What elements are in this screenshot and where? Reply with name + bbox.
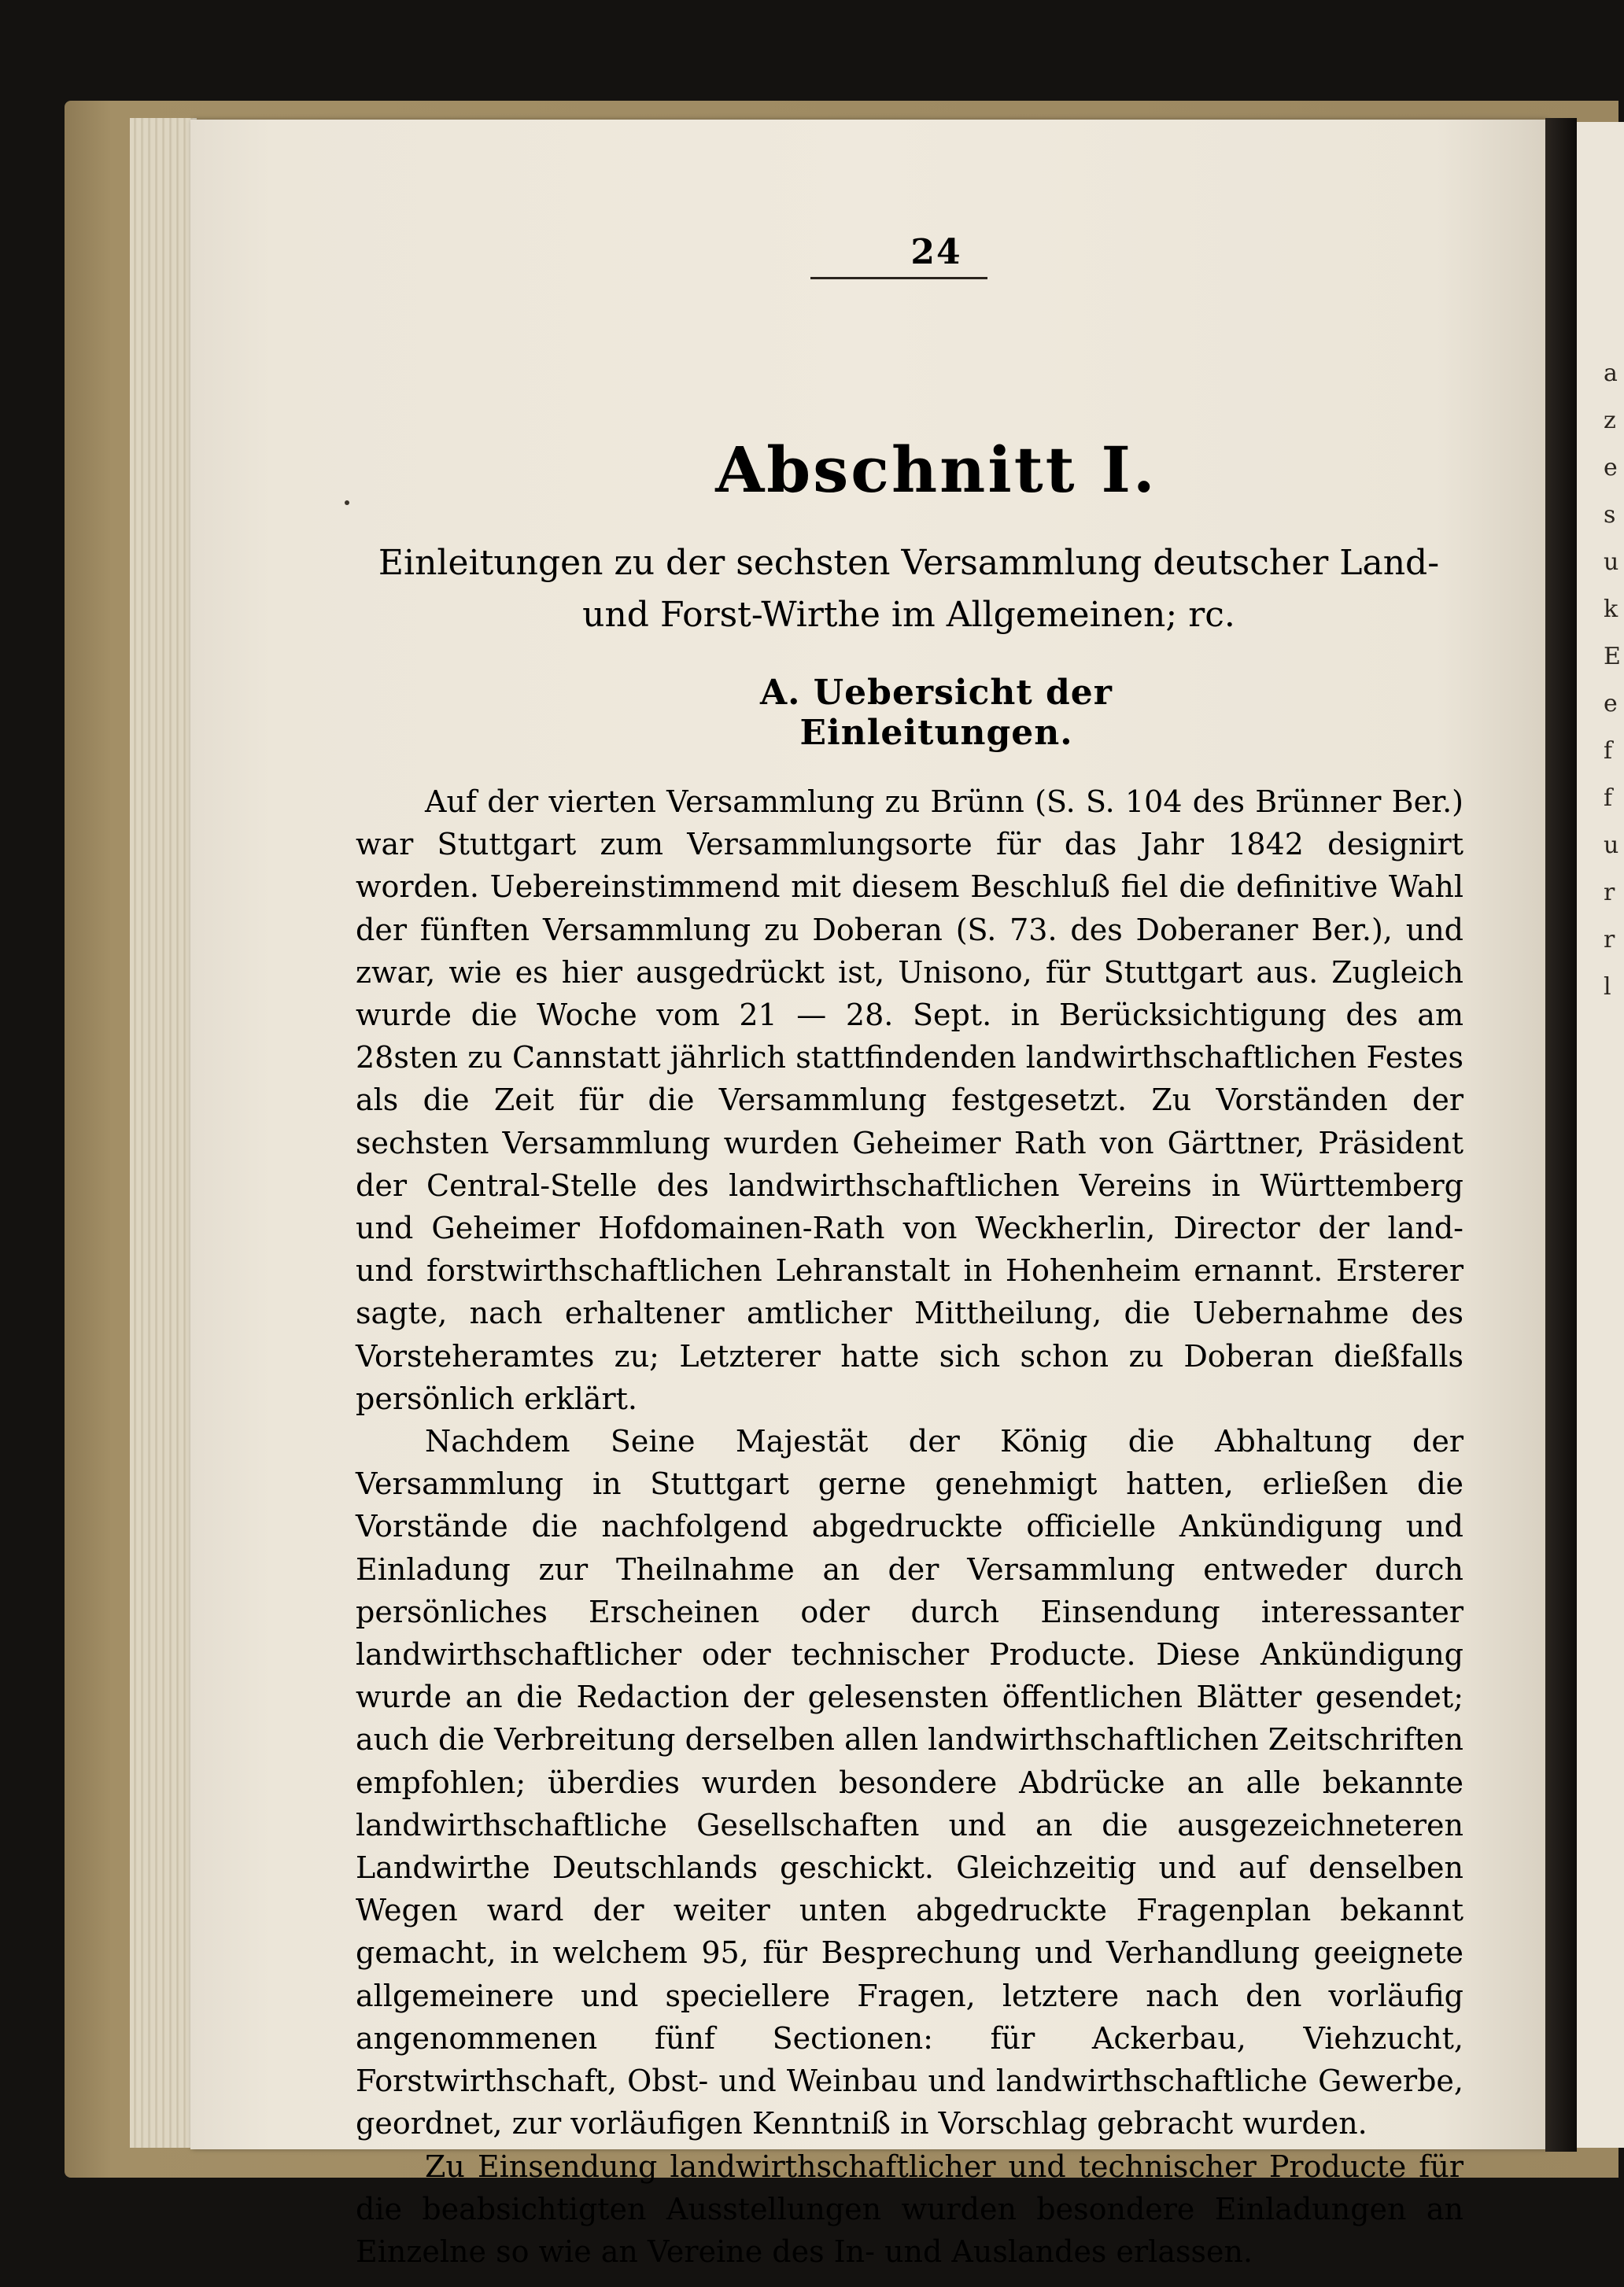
facing-letter: u — [1604, 832, 1619, 859]
facing-letter: z — [1604, 407, 1616, 434]
facing-letter: u — [1604, 548, 1619, 576]
subsection-heading: A. Uebersicht der Einleitungen. — [760, 673, 1113, 753]
facing-page-edge — [1577, 122, 1624, 2148]
facing-letter: e — [1604, 690, 1618, 717]
header-rule — [810, 277, 987, 279]
facing-letter: l — [1604, 973, 1611, 1001]
facing-letter: r — [1604, 926, 1615, 954]
page-edges — [130, 118, 197, 2148]
book-gutter — [1545, 118, 1577, 2152]
paragraph: Auf der vierten Versammlung zu Brünn (S. S. 104 des Brünner Ber.) war Stuttgart zum Versammlungsorte für das Jahr 1842 designirt worden. Uebereinstimmend mit diesem Beschluß fiel die definitive Wahl der fünften Versammlung zu Doberan (S. 73. des Doberaner Ber.), und zwar, wie es hier ausgedrückt ist, Unisono, für Stuttgart aus. Zugleich wurde die Woche vom 21 — 28. Sept. in Berücksichtigung des am 28sten zu Cannstatt jährlich stattfindenden landwirthschaftlichen Festes als die Zeit für die Versammlung festgesetzt. Zu Vorständen der sechsten Versammlung wurden Geheimer Rath von Gärttner, Präsident der Central-Stelle des landwirthschaftlichen Vereins in Württemberg und Geheimer Hofdomainen-Rath von Weckherlin, Director der land- und forstwirthschaftlichen Lehranstalt in Hohenheim ernannt. Ersterer sagte, nach erhaltener amtlicher Mittheilung, die Uebernahme des Vorsteheramtes zu; Letzterer hatte sich schon zu Doberan dießfalls persönlich erklärt. — [356, 784, 1463, 1416]
facing-letter: f — [1604, 737, 1613, 765]
section-subtitle: Einleitungen zu der sechsten Versammlung deutscher Land- und Forst-Wirthe im Allgemeinen; rc. — [378, 543, 1440, 635]
facing-letter: s — [1604, 501, 1616, 529]
body-text — [356, 780, 1463, 2273]
page-number: 24 — [910, 232, 962, 272]
paragraph: Nachdem Seine Majestät der König die Abhaltung der Versammlung in Stuttgart gerne genehmigt hatten, erließen die Vorstände die nachfolgend abgedruckte officielle Ankündigung und Einladung zur Theilnahme an der Versammlung entweder durch persönliches Erscheinen oder durch Einsendung interessanter landwirthschaftlicher oder technischer Producte. Diese Ankündigung wurde an die Redaction der gelesensten öffentlichen Blätter gesendet; auch die Verbreitung derselben allen landwirthschaftlichen Zeitschriften empfohlen; überdies wurden besondere Abdrücke an alle bekannte landwirthschaftliche Gesellschaften und an die ausgezeichneteren Landwirthe Deutschlands geschickt. Gleichzeitig und auf denselben Wegen ward der weiter unten abgedruckte Fragenplan bekannt gemacht, in welchem 95, für Besprechung und Verhandlung geeignete allgemeinere und speciellere Fragen, letztere nach den vorläufig angenommenen fünf Sectionen: für Ackerbau, Viehzucht, Forstwirthschaft, Obst- und Weinbau und landwirthschaftliche Gewerbe, geordnet, zur vorläufigen Kenntniß in Vorschlag gebracht wurden. — [356, 1424, 1463, 2141]
facing-letter: k — [1604, 596, 1618, 623]
facing-letter: a — [1604, 360, 1618, 387]
facing-letter: E — [1604, 643, 1621, 670]
facing-letter: r — [1604, 879, 1615, 906]
paragraph: Zu Einsendung landwirthschaftlicher und technischer Producte für die beabsichtigten Ausstellungen wurden besondere Einladungen an Einzelne so wie an Vereine des In- und Auslandes erlassen. — [356, 2149, 1463, 2269]
facing-letter: e — [1604, 454, 1618, 481]
facing-letter: f — [1604, 784, 1613, 812]
section-title: Abschnitt I. — [715, 433, 1157, 507]
ink-speck — [345, 500, 349, 505]
